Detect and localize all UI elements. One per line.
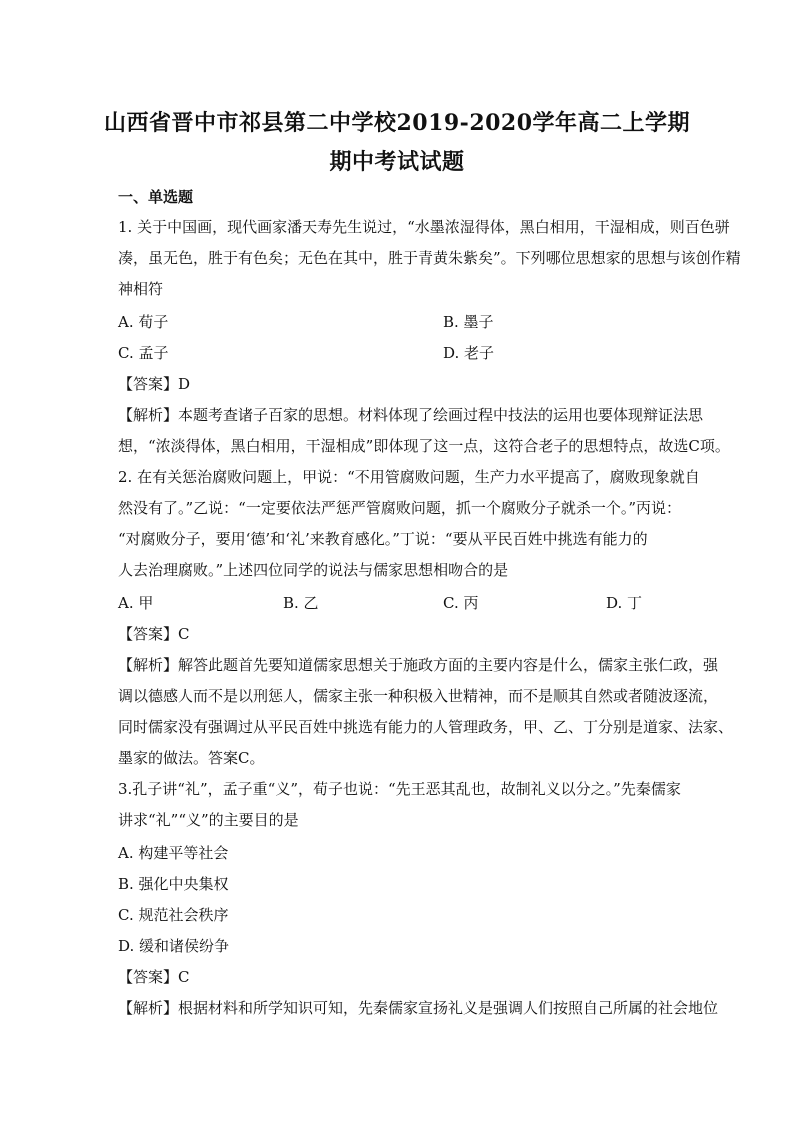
q1-stem-line: 1. 关于中国画，现代画家潘天寿先生说过，“水墨浓湿得体，黑白相用，干湿相成，则百色骈 — [118, 218, 730, 236]
q3-option-a: A. 构建平等社会 — [118, 844, 229, 862]
q3-stem-line: 讲求“礼”“义”的主要目的是 — [118, 811, 299, 829]
q1-option-b: B. 墨子 — [443, 313, 494, 331]
q2-answer: 【答案】C — [118, 625, 190, 643]
q3-stem-line: 3.孔子讲“礼”，孟子重“义”，荀子也说：“先王恶其乱也，故制礼义以分之。”先秦儒家 — [118, 780, 681, 798]
document-title-line-1: 山西省晋中市祁县第二中学校2019-2020学年高二上学期 — [103, 110, 691, 136]
q1-option-a: A. 荀子 — [118, 313, 169, 331]
q3-answer: 【答案】C — [118, 968, 190, 986]
q2-analysis-line: 【解析】解答此题首先要知道儒家思想关于施政方面的主要内容是什么，儒家主张仁政，强 — [118, 656, 719, 674]
q2-stem-line: “对腐败分子，要用‘德’和‘礼’来教育感化。”丁说：“要从平民百姓中挑选有能力的 — [118, 530, 648, 548]
q2-analysis-line: 同时儒家没有强调过从平民百姓中挑选有能力的人管理政务，甲、乙、丁分别是道家、法家、 — [118, 718, 734, 736]
q2-option-d: D. 丁 — [606, 594, 643, 612]
q3-option-c: C. 规范社会秩序 — [118, 906, 229, 924]
q1-answer: 【答案】D — [118, 375, 191, 393]
q2-stem-line: 人去治理腐败。”上述四位同学的说法与儒家思想相吻合的是 — [118, 561, 509, 579]
q2-stem-line: 然没有了。”乙说：“一定要依法严惩严管腐败问题，抓一个腐败分子就杀一个。”丙说： — [118, 499, 682, 517]
q1-analysis-line: 想，“浓淡得体，黑白相用，干湿相成”即体现了这一点，这符合老子的思想特点，故选C项。 — [118, 437, 730, 455]
q2-option-c: C. 丙 — [443, 594, 479, 612]
section-heading: 一、单选题 — [118, 188, 194, 206]
q3-option-d: D. 缓和诸侯纷争 — [118, 937, 230, 955]
document-title-line-2: 期中考试试题 — [329, 149, 465, 175]
q1-stem-line: 神相符 — [118, 280, 164, 298]
q1-stem-line: 凑，虽无色，胜于有色矣；无色在其中，胜于青黄朱紫矣”。下列哪位思想家的思想与该创作精 — [118, 249, 741, 267]
q3-analysis-line: 【解析】根据材料和所学知识可知，先秦儒家宣扬礼义是强调人们按照自己所属的社会地位 — [118, 999, 719, 1017]
q2-option-a: A. 甲 — [118, 594, 154, 612]
q3-option-b: B. 强化中央集权 — [118, 875, 229, 893]
q2-analysis-line: 调以德感人而不是以刑惩人，儒家主张一种积极入世精神，而不是顺其自然或者随波逐流， — [118, 687, 719, 705]
q2-analysis-line: 墨家的做法。答案C。 — [118, 749, 265, 767]
q1-analysis-line: 【解析】本题考查诸子百家的思想。材料体现了绘画过程中技法的运用也要体现辩证法思 — [118, 406, 704, 424]
q1-option-c: C. 孟子 — [118, 344, 169, 362]
q2-stem-line: 2. 在有关惩治腐败问题上，甲说：“不用管腐败问题，生产力水平提高了，腐败现象就自 — [118, 468, 700, 486]
q2-option-b: B. 乙 — [283, 594, 319, 612]
q1-option-d: D. 老子 — [443, 344, 495, 362]
